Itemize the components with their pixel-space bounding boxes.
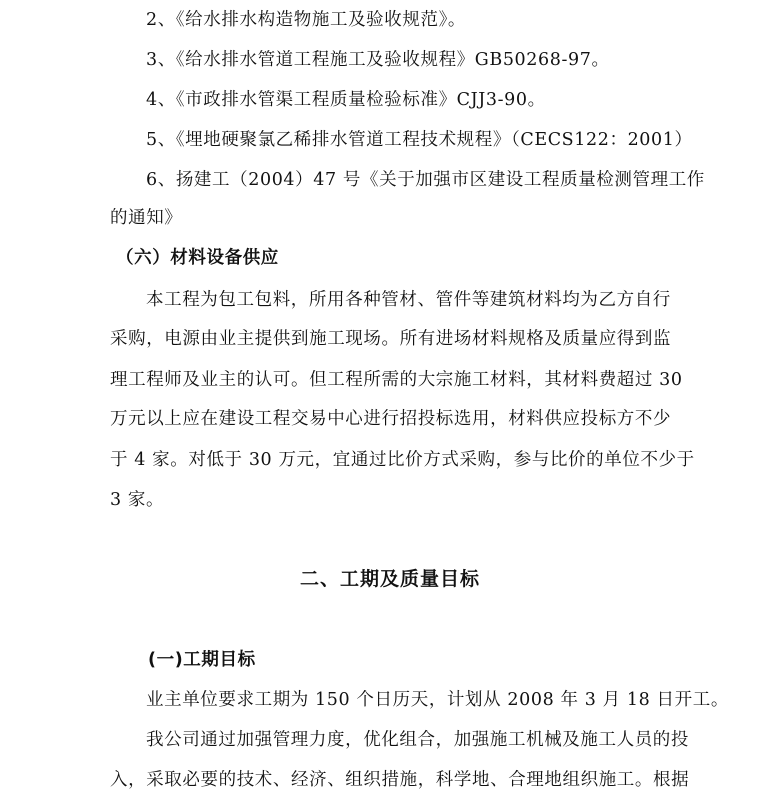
materials-paragraph-line: 理工程师及业主的认可。但工程所需的大宗施工材料，其材料费超过 30	[110, 370, 683, 390]
materials-heading: （六）材料设备供应	[116, 248, 279, 268]
reference-item-6-continued: 的通知》	[110, 208, 183, 228]
reference-item-6: 6、扬建工（2004）47 号《关于加强市区建设工程质量检测管理工作	[146, 170, 705, 190]
materials-paragraph-line: 采购，电源由业主提供到施工现场。所有进场材料规格及质量应得到监	[110, 329, 672, 349]
reference-item-4: 4、《市政排水管渠工程质量检验标准》CJJ3-90。	[146, 90, 546, 110]
materials-paragraph-line: 于 4 家。对低于 30 万元，宜通过比价方式采购，参与比价的单位不少于	[110, 450, 695, 470]
materials-paragraph-line: 3 家。	[110, 490, 165, 510]
reference-item-2: 2、《给水排水构造物施工及验收规范》。	[146, 10, 467, 30]
section-title-schedule-quality: 二、工期及质量目标	[299, 568, 480, 590]
schedule-heading: (一)工期目标	[148, 650, 256, 670]
schedule-paragraph-line: 我公司通过加强管理力度，优化组合，加强施工机械及施工人员的投	[146, 730, 689, 750]
schedule-paragraph-line: 入，采取必要的技术、经济、组织措施，科学地、合理地组织施工。根据	[110, 770, 690, 790]
schedule-paragraph-line: 业主单位要求工期为 150 个日历天，计划从 2008 年 3 月 18 日开工。	[146, 690, 729, 710]
materials-paragraph-line: 万元以上应在建设工程交易中心进行招投标选用，材料供应投标方不少	[110, 409, 672, 429]
materials-paragraph-line: 本工程为包工包料，所用各种管材、管件等建筑材料均为乙方自行	[146, 290, 671, 310]
reference-item-3: 3、《给水排水管道工程施工及验收规程》GB50268-97。	[146, 50, 610, 70]
reference-item-5: 5、《埋地硬聚氯乙稀排水管道工程技术规程》（CECS122：2001）	[146, 130, 693, 150]
